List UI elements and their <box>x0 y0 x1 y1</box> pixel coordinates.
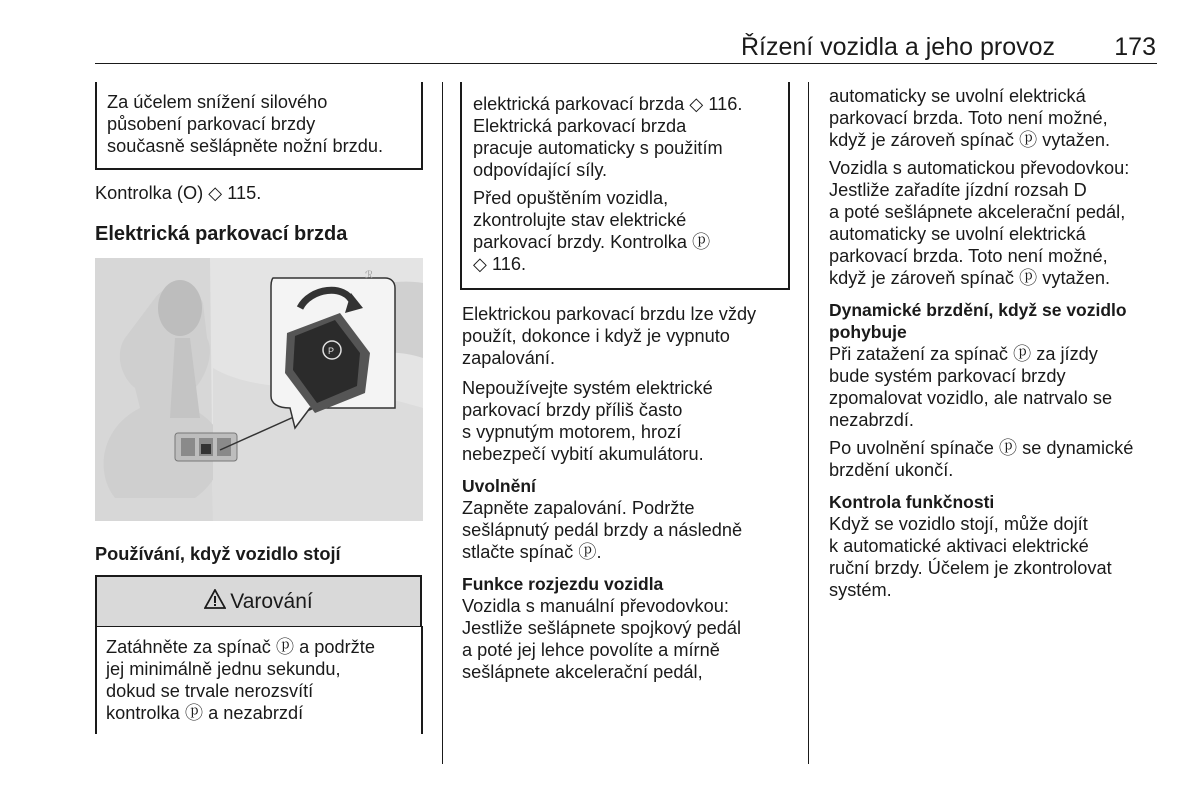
c3-paragraph-kontrola: Když se vozidlo stojí, může dojít k automatické aktivaci elektrické ruční brzdy. Účelem je zkontrolovat systém. <box>829 514 1112 600</box>
column-2 <box>462 303 792 683</box>
warning-body <box>95 636 425 724</box>
parking-brake-drawing <box>95 258 423 521</box>
c3-paragraph-dynamic-2: Po uvolnění spínače ⓟ se dynamické brzdění ukončí. <box>829 438 1134 480</box>
heading-uvolneni: Uvolnění <box>462 476 536 496</box>
heading-dynamic-braking: Dynamické brzdění, když se vozidlo pohybuje <box>829 300 1127 342</box>
heading-kontrola: Kontrola funkčnosti <box>829 492 995 512</box>
box2-paragraph-1: elektrická parkovací brzda ◇ 116. Elektrická parkovací brzda pracuje automaticky s použitím odpovídající síly. <box>473 94 743 180</box>
warning-triangle-icon <box>204 589 226 615</box>
section-title: Elektrická parkovací brzda <box>95 223 348 245</box>
box2-bottom-border <box>460 288 790 290</box>
column-3 <box>829 85 1159 601</box>
column-divider-2 <box>808 82 809 764</box>
page-header-title: Řízení vozidla a jeho provoz <box>740 33 1055 61</box>
c2-paragraph-2: Nepoužívejte systém elektrické parkovací brzdy příliš často s vypnutým motorem, hrozí nebezpečí vybití akumulátoru. <box>462 378 713 464</box>
c3-paragraph-1: automaticky se uvolní elektrická parkovací brzda. Toto není možné, když je zároveň spínač ⓟ vytažen. <box>829 86 1111 150</box>
c3-paragraph-2: Vozidla s automatickou převodovkou: Jestliže zařadíte jízdní rozsah D a poté sešlápnete akcelerační pedál, automaticky se uvolní elektrická parkovací brzda. Toto není možné, když je zároveň spínač ⓟ vytažen. <box>829 158 1130 288</box>
heading-funkce-rozjezdu: Funkce rozjezdu vozidla <box>462 574 664 594</box>
box2-right-border <box>788 82 790 290</box>
c3-paragraph-dynamic: Při zatažení za spínač ⓟ za jízdy bude systém parkovací brzdy zpomalovat vozidlo, ale natrvalo se nezabrzdí. <box>829 344 1113 430</box>
c2-paragraph-uvolneni: Zapněte zapalování. Podržte sešlápnutý pedál brzdy a následně stlačte spínač ⓟ. <box>462 498 743 562</box>
warning-title: Varování <box>230 589 313 613</box>
svg-text:ℛ: ℛ <box>365 270 373 281</box>
c2-paragraph-funkce: Vozidla s manuální převodovkou: Jestliže sešlápnete spojkový pedál a poté jej lehce povolíte a mírně sešlápnete akcelerační pedál, <box>462 596 742 682</box>
c2-paragraph-1: Elektrickou parkovací brzdu lze vždy použít, dokonce i když je vypnuto zapalování. <box>462 304 757 368</box>
warning-text: Zatáhněte za spínač ⓟ a podržte jej minimálně jednu sekundu, dokud se trvale nerozsvítí kontrolka ⓟ a nezabrzdí <box>106 637 375 723</box>
warning-header <box>95 575 422 627</box>
column-2-box <box>473 93 783 275</box>
column-divider-1 <box>442 82 443 764</box>
column-1 <box>95 91 425 157</box>
note-box-text: Za účelem snížení silového působení parkovací brzdy současně sešlápněte nožní brzdu. <box>107 92 384 156</box>
kontrolka-ref: Kontrolka (O) ◇ 115. <box>95 183 262 203</box>
page-number: 173 <box>1114 33 1156 61</box>
box-bottom-border <box>95 168 423 170</box>
header-rule <box>95 63 1157 64</box>
box2-left-border <box>460 82 462 290</box>
parking-brake-illustration <box>95 258 423 521</box>
subheading-using: Používání, když vozidlo stojí <box>95 544 341 564</box>
box2-paragraph-2: Před opuštěním vozidla, zkontrolujte stav elektrické parkovací brzdy. Kontrolka ⓟ ◇ 116. <box>473 188 711 274</box>
svg-text:P: P <box>328 346 335 356</box>
kontrolka-line <box>95 182 425 204</box>
